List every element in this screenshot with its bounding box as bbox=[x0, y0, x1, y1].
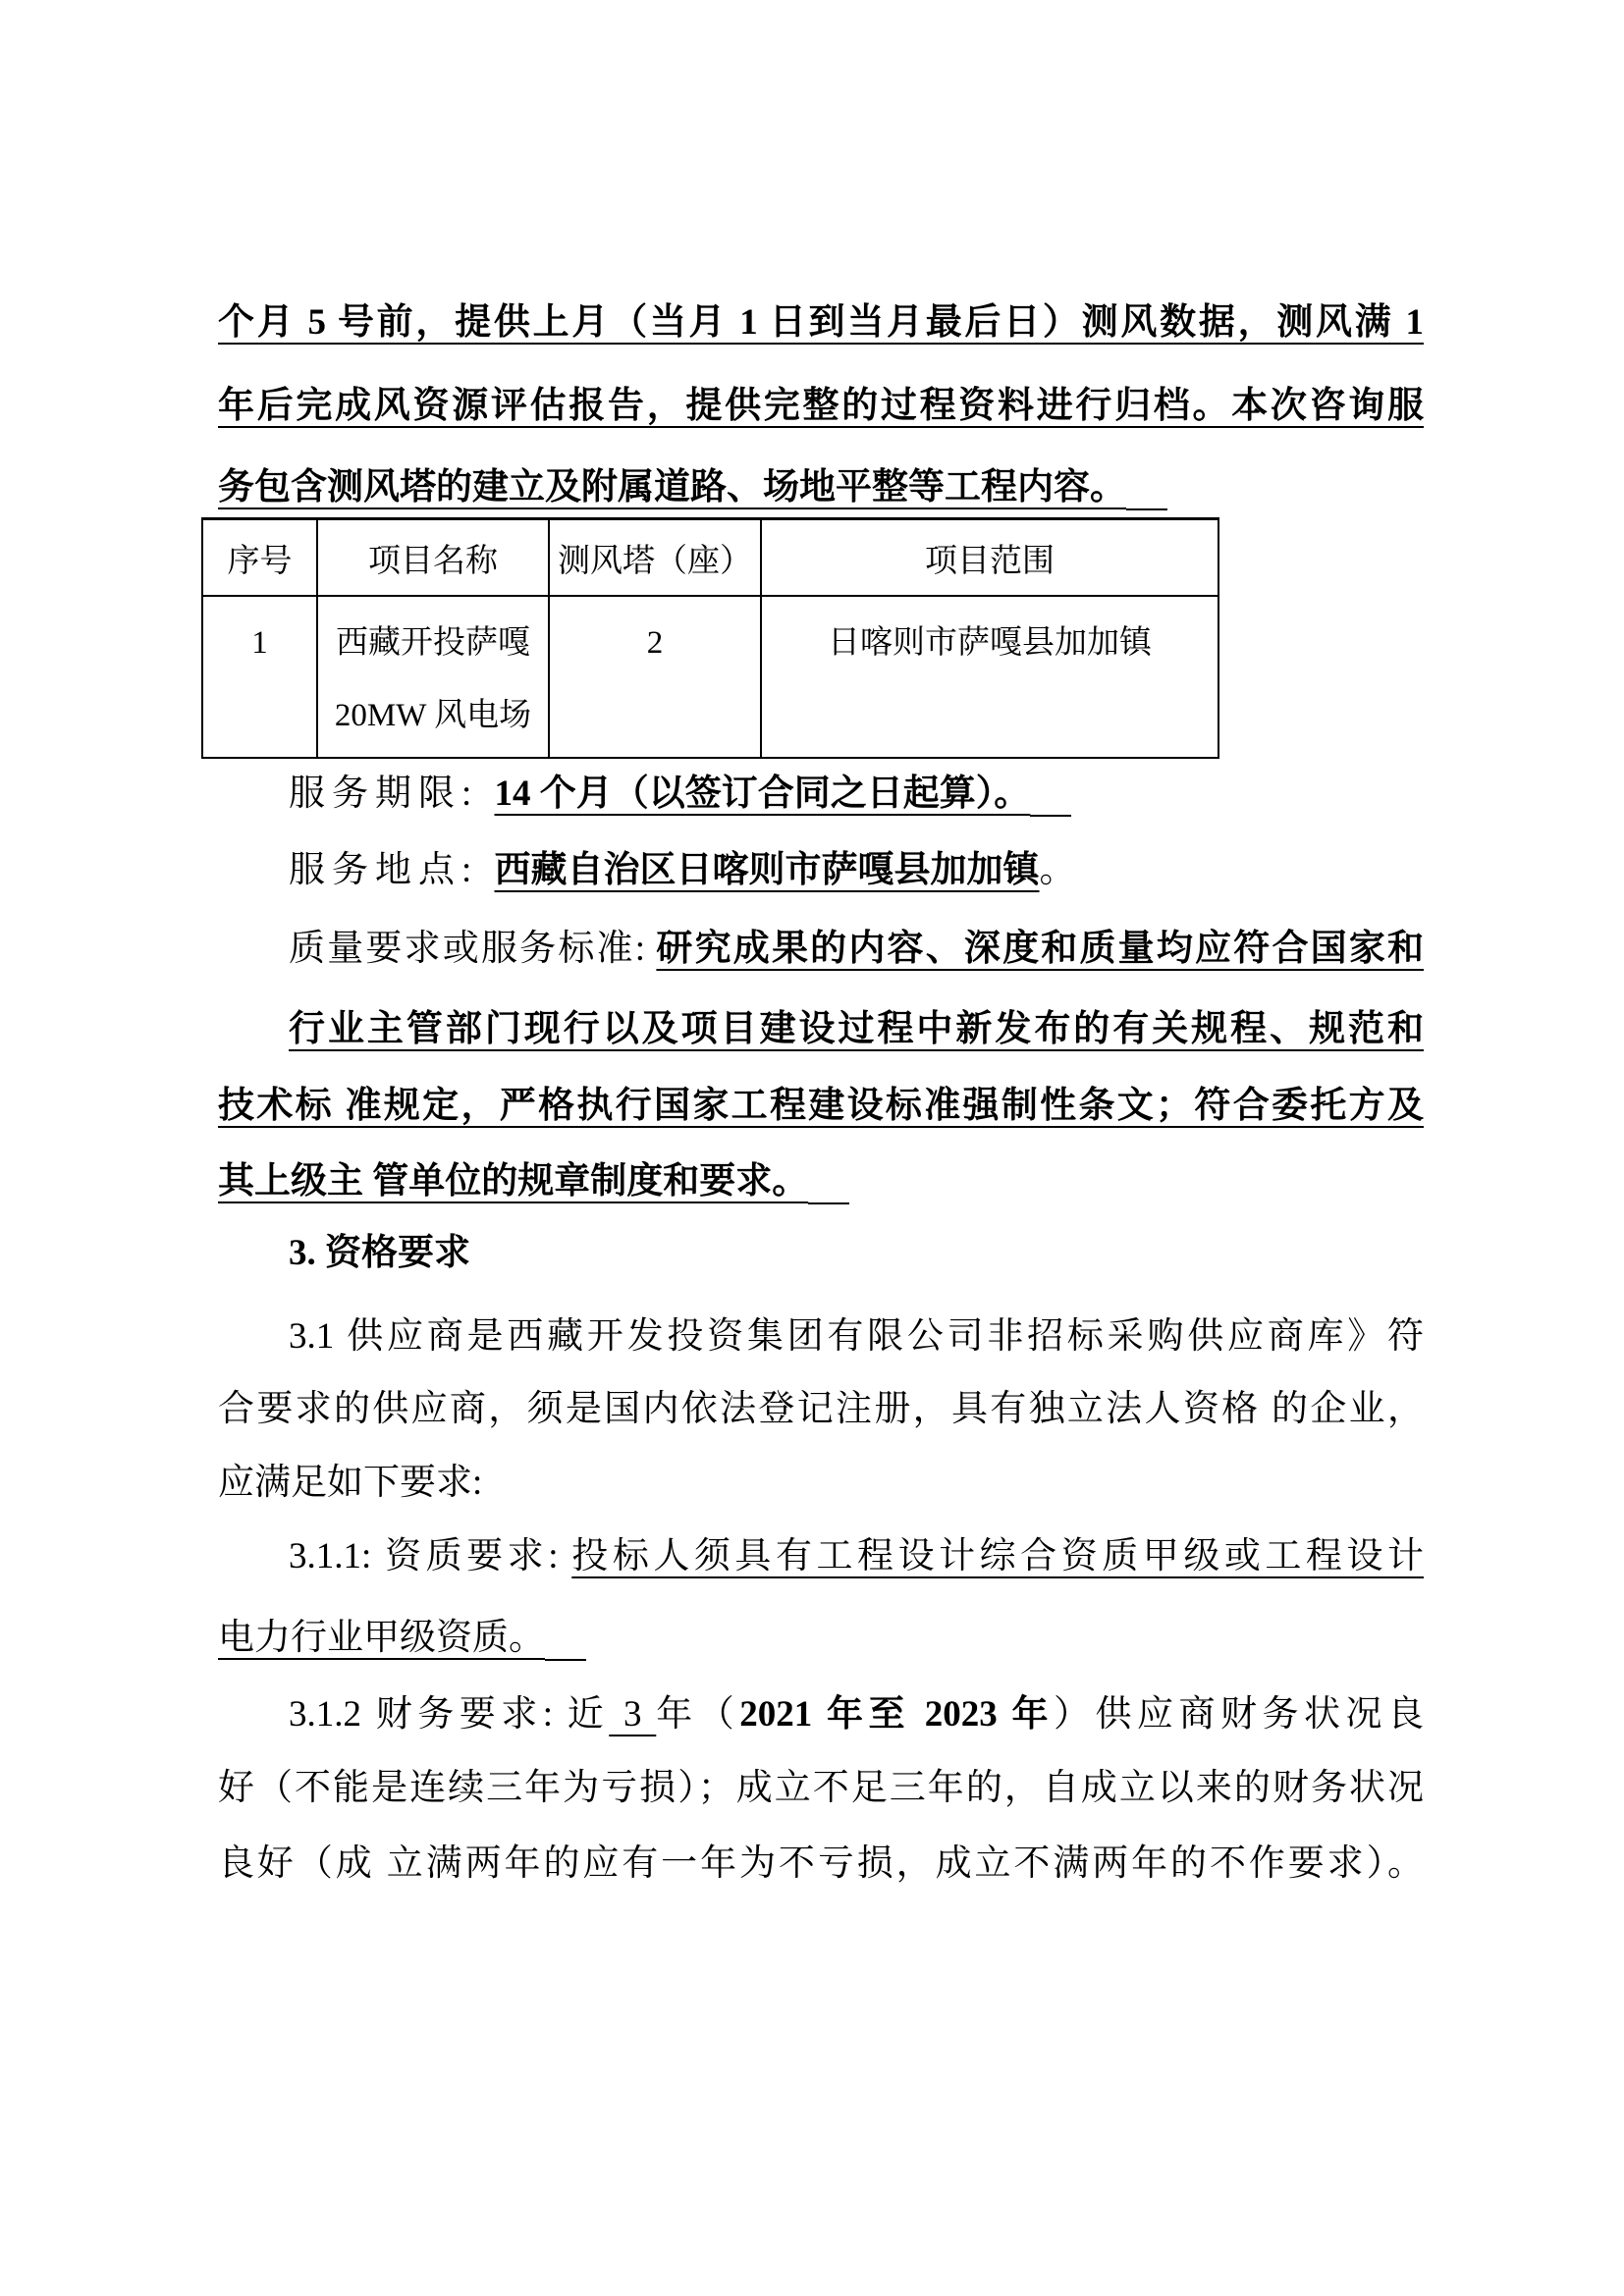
s312-underlined-number: 3 bbox=[609, 1694, 657, 1735]
intro-line-3 bbox=[218, 465, 1424, 510]
service-period-line bbox=[289, 772, 1424, 817]
s312-line-2 bbox=[218, 1766, 1424, 1811]
s31-line-3 bbox=[218, 1461, 1424, 1506]
s31-line-1 bbox=[289, 1314, 1424, 1360]
intro-line-1-text: 个月 5 号前，提供上月（当月 1 日到当月最后日）测风数据，测风满 1 bbox=[218, 302, 1424, 343]
s311-value-2: 电力行业甲级资质。 bbox=[218, 1618, 545, 1658]
cell-wind-towers: 2 bbox=[549, 596, 761, 758]
cell-serial-number: 1 bbox=[202, 596, 317, 758]
service-location-period: 。 bbox=[1039, 850, 1076, 890]
s31-text-1: 3.1 供应商是西藏开发投资集团有限公司非招标采购供应商库》符 bbox=[289, 1316, 1424, 1357]
s312-line-1 bbox=[289, 1692, 1424, 1737]
project-table bbox=[201, 517, 1219, 759]
section-3-heading bbox=[289, 1231, 1424, 1276]
s312-bold-years: 2021 年至 2023 年 bbox=[739, 1694, 1055, 1735]
table-header-row bbox=[202, 519, 1218, 597]
underline-tail bbox=[545, 1622, 586, 1661]
intro-line-2 bbox=[218, 384, 1424, 429]
quality-value-1: 研究成果的内容、深度和质量均应符合国家和 bbox=[656, 929, 1425, 969]
s311-value-1: 投标人须具有工程设计综合资质甲级或工程设计 bbox=[571, 1536, 1425, 1576]
s312-text-2: 好（不能是连续三年为亏损）；成立不足三年的，自成立以来的财务状况 bbox=[218, 1768, 1424, 1808]
s31-text-2: 合要求的供应商，须是国内依法登记注册，具有独立法人资格 的企业， bbox=[218, 1389, 1424, 1429]
quality-line-3 bbox=[218, 1084, 1424, 1129]
quality-line-2 bbox=[289, 1007, 1424, 1052]
s312-text-3: 良好（成 立满两年的应有一年为不亏损，成立不满两年的不作要求）。 bbox=[218, 1843, 1424, 1884]
quality-line-1 bbox=[289, 927, 1424, 972]
service-location-label: 服务地点: bbox=[289, 850, 495, 890]
s311-label: 3.1.1: 资质要求: bbox=[289, 1536, 572, 1576]
project-name-line-2: 20MW 风电场 bbox=[334, 698, 532, 733]
s312-prefix: 3.1.2 财务要求: 近 bbox=[289, 1694, 610, 1735]
header-project-scope: 项目范围 bbox=[761, 519, 1218, 597]
quality-value-2: 行业主管部门现行以及项目建设过程中新发布的有关规程、规范和 bbox=[289, 1009, 1424, 1049]
service-location-value: 西藏自治区日喀则市萨嘎县加加镇 bbox=[494, 850, 1040, 890]
underline-tail bbox=[808, 1165, 849, 1204]
underline-tail bbox=[1030, 777, 1071, 817]
quality-value-3: 技术标 准规定，严格执行国家工程建设标准强制性条文；符合委托方及 bbox=[218, 1086, 1424, 1126]
cell-project-name bbox=[317, 596, 549, 758]
quality-label: 质量要求或服务标准: bbox=[289, 929, 657, 969]
header-wind-towers: 测风塔（座） bbox=[549, 519, 761, 597]
quality-value-4: 其上级主 管单位的规章制度和要求。 bbox=[218, 1161, 809, 1201]
s31-line-2 bbox=[218, 1387, 1424, 1432]
s31-text-3: 应满足如下要求: bbox=[218, 1463, 483, 1503]
quality-line-4 bbox=[218, 1159, 1424, 1204]
intro-line-2-text: 年后完成风资源评估报告，提供完整的过程资料进行归档。本次咨询服 bbox=[218, 386, 1424, 426]
table-row bbox=[202, 596, 1218, 758]
service-period-label: 服务期限: bbox=[289, 774, 495, 814]
service-period-value: 14 个月（以签订合同之日起算）。 bbox=[494, 774, 1031, 814]
intro-line-1 bbox=[218, 300, 1424, 346]
section-3-title: 3. 资格要求 bbox=[289, 1233, 470, 1273]
s312-line-3 bbox=[218, 1842, 1424, 1887]
header-project-name: 项目名称 bbox=[317, 519, 549, 597]
s312-suffix: ）供应商财务状况良 bbox=[1054, 1694, 1425, 1735]
header-serial-number: 序号 bbox=[202, 519, 317, 597]
service-location-line bbox=[289, 848, 1424, 893]
s312-mid: 年（ bbox=[656, 1694, 740, 1735]
cell-project-scope: 日喀则市萨嘎县加加镇 bbox=[761, 596, 1218, 758]
s311-line-1 bbox=[289, 1534, 1424, 1579]
project-name-line-1: 西藏开投萨嘎 bbox=[336, 625, 530, 661]
s311-line-2 bbox=[218, 1616, 1424, 1661]
intro-line-3-text: 务包含测风塔的建立及附属道路、场地平整等工程内容。 bbox=[218, 467, 1126, 507]
underline-tail bbox=[1126, 471, 1167, 510]
